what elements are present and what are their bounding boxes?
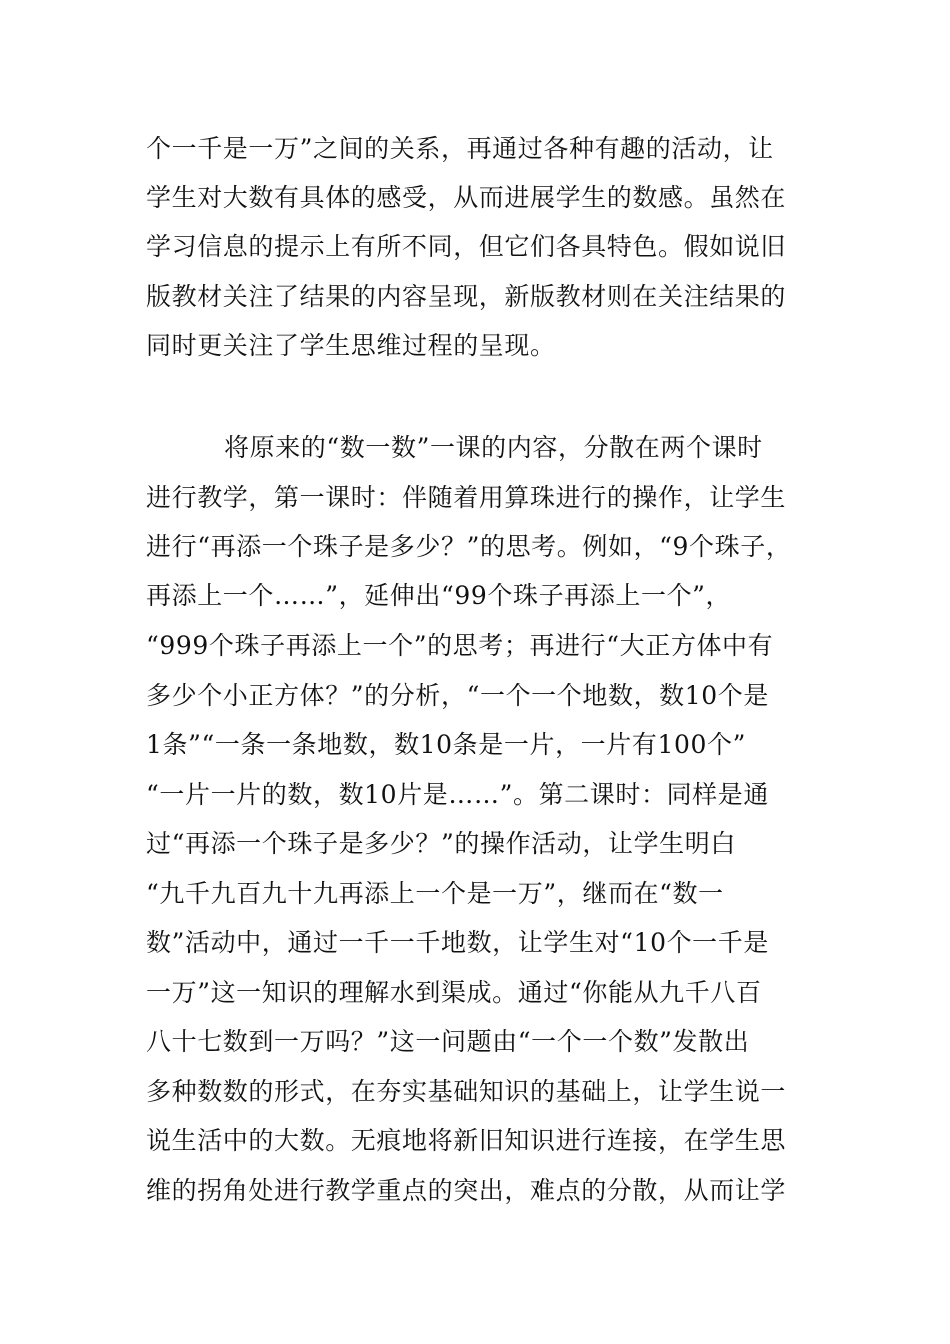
text-line: 八十七数到一万吗？”这一问题由“一个一个数”发散出 [146,1027,750,1056]
text-line: 进行“再添一个珠子是多少？”的思考。例如，“9个珠子， [146,532,792,561]
text-line: 进行教学，第一课时：伴随着用算珠进行的操作，让学生 [146,483,787,512]
text-line: 多少个小正方体？”的分析，“一个一个地数，数10个是 [146,681,769,710]
text-line: “九千九百九十九再添上一个是一万”，继而在“数一 [146,879,724,908]
text-line: 过“再添一个珠子是多少？”的操作活动，让学生明白 [146,829,736,858]
text-line: 多种数数的形式，在夯实基础知识的基础上，让学生说一 [146,1077,787,1106]
text-line: 版教材关注了结果的内容呈现，新版教材则在关注结果的 [146,282,787,311]
text-line: 学习信息的提示上有所不同，但它们各具特色。假如说旧 [146,232,787,261]
text-line: 将原来的“数一数”一课的内容，分散在两个课时 [224,433,763,462]
text-line: 维的拐角处进行教学重点的突出，难点的分散，从而让学 [146,1176,787,1205]
text-line: “999个珠子再添上一个”的思考；再进行“大正方体中有 [146,631,774,660]
text-line: 数”活动中，通过一千一千地数，让学生对“10个一千是 [146,928,769,957]
text-line: 同时更关注了学生思维过程的呈现。 [146,331,556,360]
text-line: 学生对大数有具体的感受，从而进展学生的数感。虽然在 [146,183,787,212]
text-line: 再添上一个……”，延伸出“99个珠子再添上一个”， [146,581,732,610]
text-line: 1条”“一条一条地数，数10条是一片，一片有100个” [146,730,746,759]
text-line: 一万”这一知识的理解水到渠成。通过“你能从九千八百 [146,978,762,1007]
text-line: “一片一片的数，数10片是……”。第二课时：同样是通 [146,780,769,809]
text-line: 个一千是一万”之间的关系，再通过各种有趣的活动，让 [146,134,774,163]
text-line: 说生活中的大数。无痕地将新旧知识进行连接，在学生思 [146,1126,787,1155]
